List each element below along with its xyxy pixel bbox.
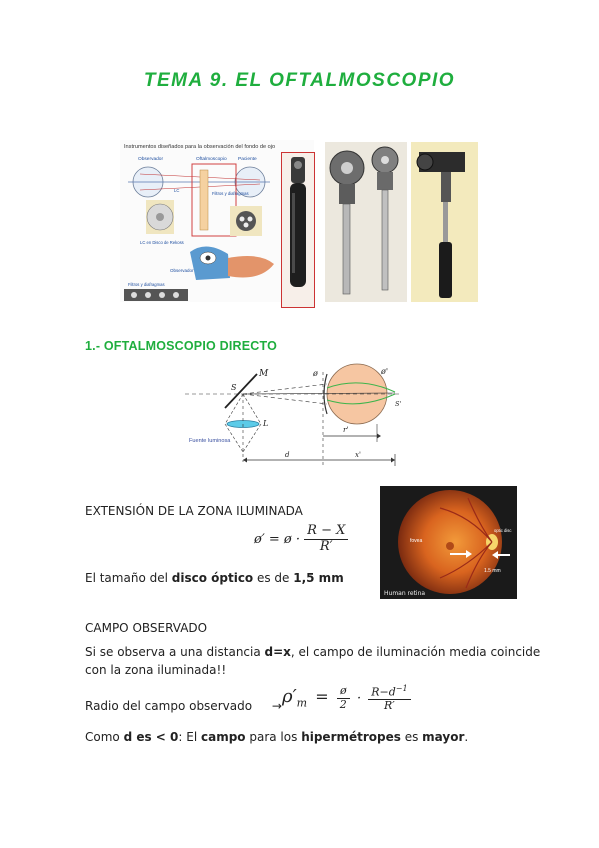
rho-symbol: $\rho'_m$ <box>282 685 308 710</box>
disc-text-bold-2: 1,5 mm <box>293 571 344 585</box>
label-observador: Observador <box>138 157 164 162</box>
label-oftalmoscopio: Oftalmoscopio <box>196 157 227 162</box>
radius-label-text: Radio del campo observado <box>85 699 253 713</box>
retina-fovea-label: fovea <box>410 538 423 544</box>
retina-caption: Human retina <box>384 590 426 597</box>
diagram-label-phi-prime: ø' <box>381 367 389 376</box>
label-paciente: Paciente <box>238 157 257 162</box>
disc-text-bold-1: disco óptico <box>171 571 254 585</box>
illuminated-zone-formula <box>254 524 348 555</box>
observed-field-paragraph-1 <box>85 645 540 659</box>
label-filtros-bottom: Filtros y diafragmas <box>128 282 165 287</box>
formula-equals: = <box>315 686 329 706</box>
ophthalmoscope-photo-3 <box>411 142 478 302</box>
page-title: TEMA 9. EL OFTALMOSCOPIO <box>143 70 456 91</box>
observed-field-formula <box>282 684 411 713</box>
para-1a: Si se observa a una distancia <box>85 645 265 659</box>
diagram-label-m: M <box>259 369 269 379</box>
retina-disc-label: optic disc <box>494 528 512 533</box>
label-filtros: Filtros y diafragmas <box>212 191 249 196</box>
formula-dot: · <box>356 690 362 706</box>
formula-numerator: R − X <box>304 524 348 540</box>
diagram-label-r-prime: r' <box>343 425 349 434</box>
formula-denominator: R′ <box>319 538 333 554</box>
diagram-label-s-prime: S' <box>395 400 402 408</box>
disc-text-1: El tamaño del <box>85 571 172 585</box>
illuminated-zone-heading: EXTENSIÓN DE LA ZONA ILUMINADA <box>85 504 303 518</box>
ophthalmoscope-photo-2 <box>325 142 407 302</box>
observed-field-paragraph-2: con la zona iluminada!! <box>85 663 227 677</box>
diagram-label-l: L <box>263 419 269 428</box>
para-1c: , el campo de iluminación media coincide <box>290 645 541 659</box>
retina-photo <box>380 486 517 599</box>
optic-disc-sentence <box>85 571 344 585</box>
diagram-label-x-prime: x' <box>355 451 361 459</box>
formula-fraction-2: $\frac{R-d^{-1}}{R'}$ <box>368 684 410 713</box>
para-1b: d=x <box>264 645 291 659</box>
conclusion-sentence: Como d es < 0: El campo para los hipermétropes es mayor. <box>85 730 469 744</box>
formula-fraction-1: $\frac{ø}{2}$ <box>337 685 350 711</box>
diagram-label-d: d <box>285 451 290 459</box>
arrow-icon: → <box>271 699 282 713</box>
label-lc: LC <box>174 188 180 193</box>
disc-text-2: es de <box>253 571 294 585</box>
instruments-caption: Instrumentos diseñados para la observación del fondo de ojo <box>124 144 276 150</box>
label-lc-disco: LC en Disco de Rekoss <box>140 240 184 245</box>
retina-size-label: 1.5 mm <box>484 568 501 574</box>
radius-label <box>85 699 282 713</box>
section-heading-direct: 1.- OFTALMOSCOPIO DIRECTO <box>85 339 278 353</box>
formula-fraction <box>304 524 348 555</box>
direct-ophthalmoscope-diagram <box>185 362 415 474</box>
diagram-label-s: S <box>231 383 237 392</box>
observed-field-heading: CAMPO OBSERVADO <box>85 621 208 635</box>
diagram-label-source: Fuente luminosa <box>189 438 231 444</box>
ophthalmoscope-photo-1 <box>281 152 315 308</box>
label-observador-bottom: Observador <box>170 268 194 273</box>
diagram-label-phi: ø <box>313 369 318 378</box>
formula-lhs: ø′ = ø · <box>254 531 301 547</box>
